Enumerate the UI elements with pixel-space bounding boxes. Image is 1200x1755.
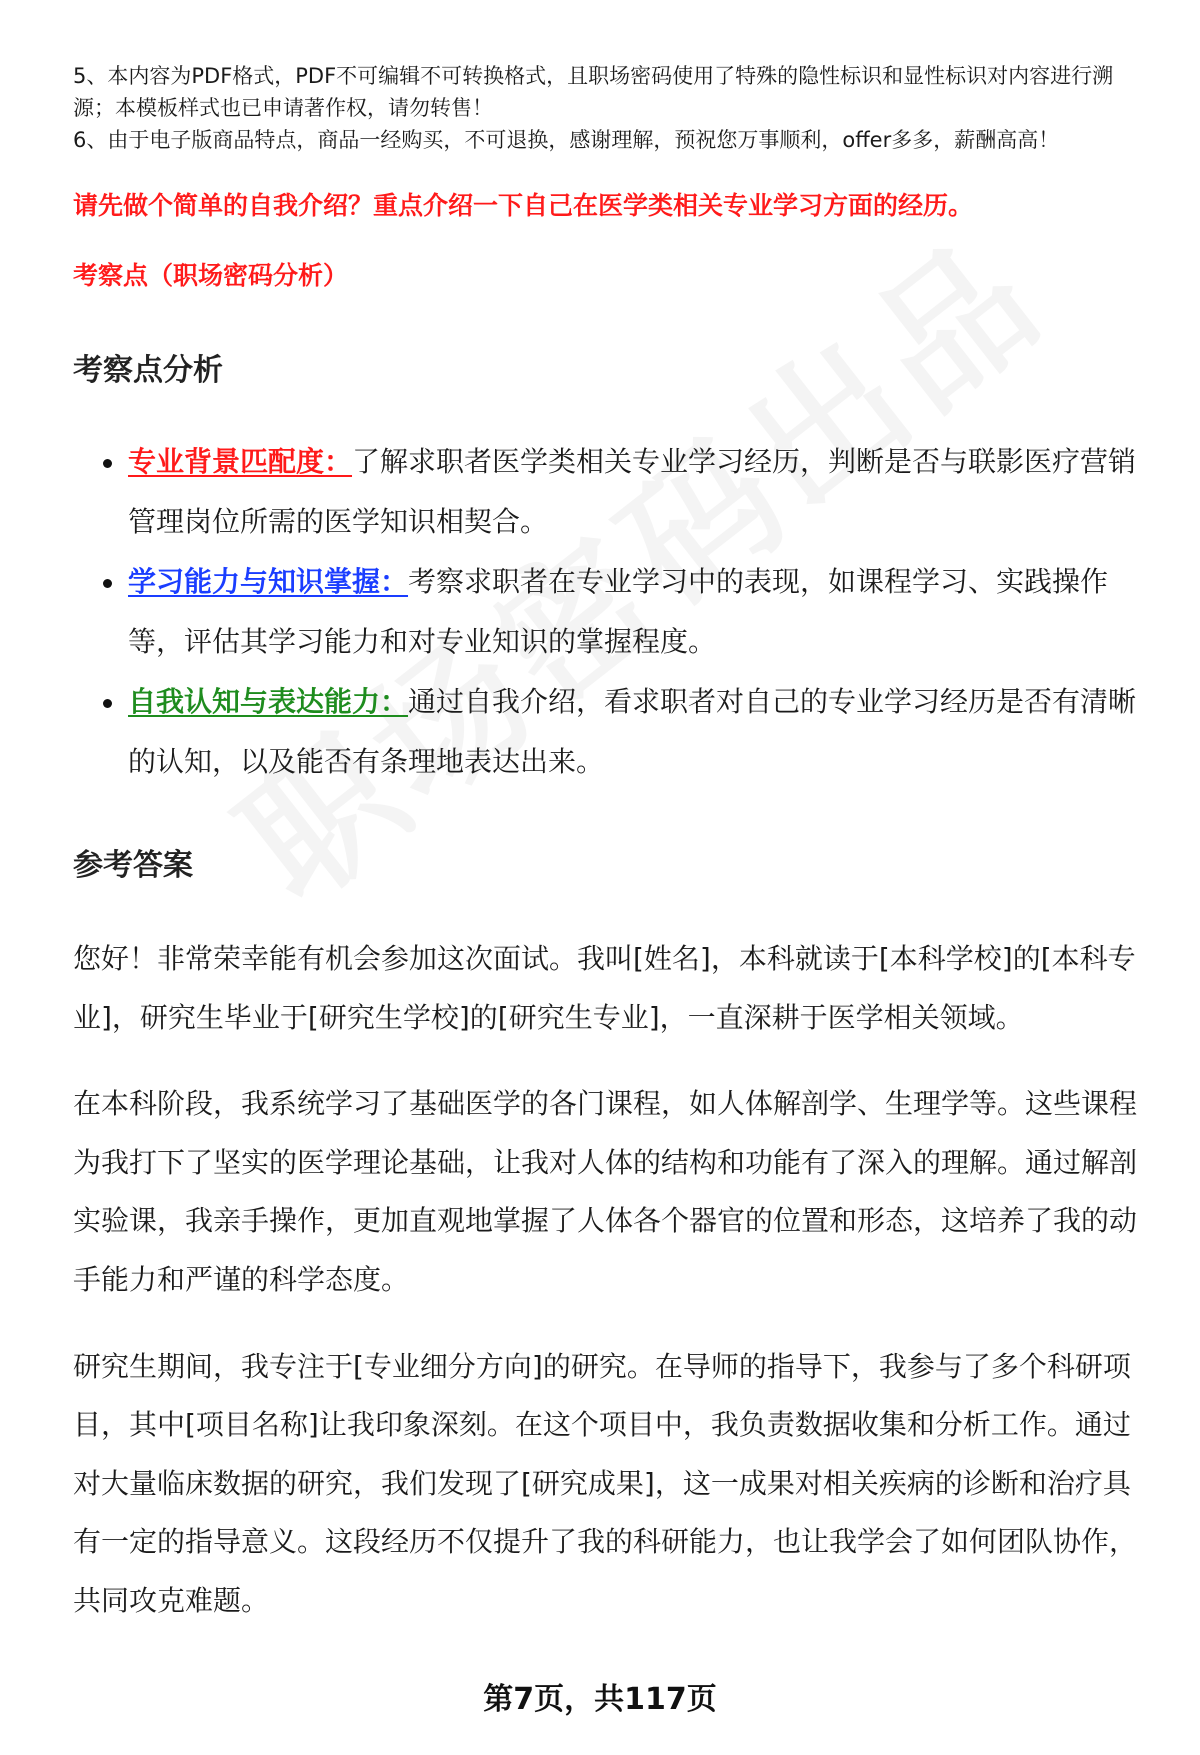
answer-paragraph: 在本科阶段，我系统学习了基础医学的各门课程，如人体解剖学、生理学等。这些课程为我打下了坚实的医学理论基础，让我对人体的结构和功能有了深入的理解。通过解剖实验课，我亲手操作，更加直观地掌握了人体各个器官的位置和形态，这培养了我的动手能力和严谨的科学态度。	[73, 1087, 1138, 1296]
analysis-text: 通过自我介绍，看求职者对自己的专业学习经历是否有清晰的认知，以及能否有条理地表达出来。	[128, 685, 1137, 778]
answer-paragraph: 研究生期间，我专注于[专业细分方向]的研究。在导师的指导下，我参与了多个科研项目，其中[项目名称]让我印象深刻。在这个项目中，我负责数据收集和分析工作。通过对大量临床数据的研究，我们发现了[研究成果]，这一成果对相关疾病的诊断和治疗具有一定的指导意义。这段经历不仅提升了我的科研能力，也让我学会了如何团队协作，共同攻克难题。	[73, 1349, 1138, 1617]
answer-body	[73, 930, 1153, 1659]
analysis-keyword: 专业背景匹配度：	[128, 445, 353, 478]
analysis-text: 考察求职者在专业学习中的表现，如课程学习、实践操作等，评估其学习能力和对专业知识的掌握程度。	[128, 565, 1109, 658]
analysis-keyword: 学习能力与知识掌握：	[128, 565, 409, 598]
note-6: 6、由于电子版商品特点，商品一经购买，不可退换，感谢理解，预祝您万事顺利，offer多多，薪酬高高！	[73, 128, 1060, 152]
question-title: 请先做个简单的自我介绍？重点介绍一下自己在医学类相关专业学习方面的经历。	[73, 191, 974, 220]
page-number: 第7页，共117页	[483, 1682, 717, 1717]
answer-paragraph: 您好！非常荣幸能有机会参加这次面试。我叫[姓名]，本科就读于[本科学校]的[本科专业]，研究生毕业于[研究生学校]的[研究生专业]，一直深耕于医学相关领域。	[73, 942, 1136, 1034]
bullet-dot	[103, 699, 112, 708]
notes	[73, 60, 1153, 156]
analysis-item	[103, 672, 1143, 792]
note-5: 5、本内容为PDF格式，PDF不可编辑不可转换格式，且职场密码使用了特殊的隐性标识和显性标识对内容进行溯源；本模板样式也已申请著作权，请勿转售！	[73, 64, 1114, 120]
analysis-heading: 考察点分析	[73, 353, 223, 388]
analysis-text: 了解求职者医学类相关专业学习经历，判断是否与联影医疗营销管理岗位所需的医学知识相契合。	[128, 445, 1137, 538]
point-heading: 考察点（职场密码分析）	[73, 261, 349, 290]
analysis-item	[103, 552, 1143, 672]
analysis-keyword: 自我认知与表达能力：	[128, 685, 409, 718]
analysis-item	[103, 432, 1143, 552]
bullet-dot	[103, 579, 112, 588]
bullet-dot	[103, 459, 112, 468]
answer-heading: 参考答案	[73, 848, 193, 883]
analysis-list	[103, 432, 1143, 792]
